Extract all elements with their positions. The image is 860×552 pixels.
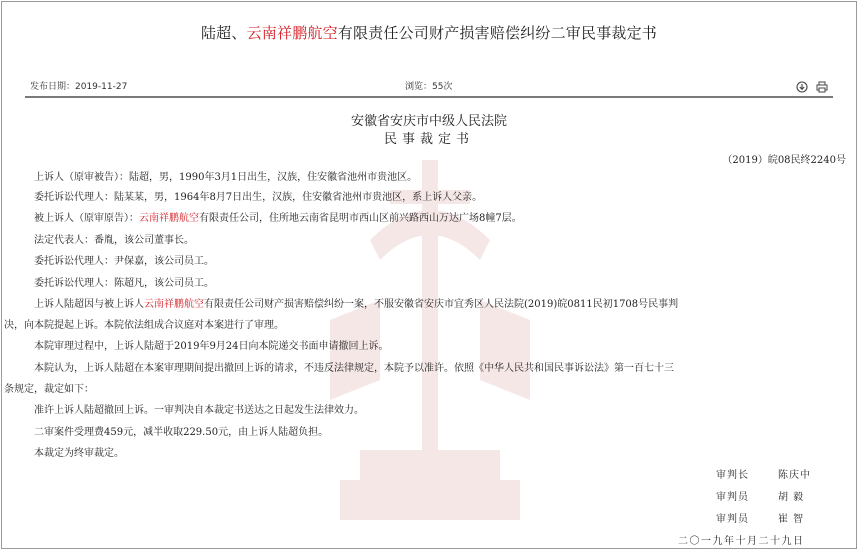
publish-date: 发布日期：2019-11-27 xyxy=(30,82,128,92)
paragraph-case-intro-1: 上诉人陆超因与被上诉人云南祥鹏航空有限责任公司财产损害赔偿纠纷一案，不服安徽省安庆市宜秀区人民法院(2019)皖0811民初1708号民事判 xyxy=(34,299,679,310)
sign-date: 二〇一九年十月二十九日 xyxy=(678,536,805,547)
header-divider xyxy=(25,96,833,98)
party-name-highlight: 云南祥鹏航空 xyxy=(246,24,338,42)
paragraph-reasoning-2: 条规定，裁定如下： xyxy=(4,384,94,395)
paragraph-appellant-agent: 委托诉讼代理人：陆某某，男，1964年8月7日出生，汉族，住安徽省池州市贵池区，系上诉人父亲。 xyxy=(34,192,483,203)
party-name-highlight: 云南祥鹏航空 xyxy=(144,299,204,310)
signature-name: 陈庆中 xyxy=(778,470,811,481)
signature-role: 审判员 xyxy=(716,492,749,503)
paragraph-appellant: 上诉人（原审被告）：陆超，男，1990年3月1日出生，汉族，住安徽省池州市贵池区。 xyxy=(34,172,418,183)
page-title: 陆超、云南祥鹏航空有限责任公司财产损害赔偿纠纷二审民事裁定书 xyxy=(200,24,657,42)
printer-icon[interactable] xyxy=(816,78,828,90)
paragraph-ruling: 准许上诉人陆超撤回上诉。一审判决自本裁定书送达之日起发生法律效力。 xyxy=(34,405,364,416)
signature-name: 崔 智 xyxy=(778,514,805,525)
paragraph-reasoning-1: 本院认为，上诉人陆超在本案审理期间提出撤回上诉的请求，不违反法律规定，本院予以准许。依照《中华人民共和国民事诉讼法》第一百七十三 xyxy=(34,363,674,374)
party-name-highlight: 云南祥鹏航空 xyxy=(139,213,199,224)
paragraph-appellee-agent-2: 委托诉讼代理人：陈超凡，该公司员工。 xyxy=(34,278,214,289)
paragraph-appellee-agent-1: 委托诉讼代理人：尹保嘉，该公司员工。 xyxy=(34,256,214,267)
court-name: 安徽省安庆市中级人民法院 xyxy=(350,114,507,129)
document-type: 民事裁定书 xyxy=(383,132,474,147)
signature-role: 审判员 xyxy=(716,514,749,525)
paragraph-withdrawal: 本院审理过程中，上诉人陆超于2019年9月24日向本院递交书面申请撤回上诉。 xyxy=(34,341,389,352)
paragraph-final: 本裁定为终审裁定。 xyxy=(34,448,124,459)
paragraph-appellee: 被上诉人（原审原告）：云南祥鹏航空有限责任公司，住所地云南省昆明市西山区前兴路西山万达广场8幢7层。 xyxy=(34,213,522,224)
download-icon[interactable] xyxy=(796,78,808,90)
signature-role: 审判长 xyxy=(716,470,749,481)
signature-name: 胡 毅 xyxy=(778,492,805,503)
toolbar xyxy=(796,78,828,90)
paragraph-legal-rep: 法定代表人：番胤，该公司董事长。 xyxy=(34,235,194,246)
case-number: （2019）皖08民终2240号 xyxy=(722,155,846,166)
paragraph-case-intro-2: 决，向本院提起上诉。本院依法组成合议庭对本案进行了审理。 xyxy=(4,320,284,331)
view-count: 浏览：55次 xyxy=(405,82,453,92)
paragraph-fees: 二审案件受理费459元，减半收取229.50元，由上诉人陆超负担。 xyxy=(34,427,329,438)
